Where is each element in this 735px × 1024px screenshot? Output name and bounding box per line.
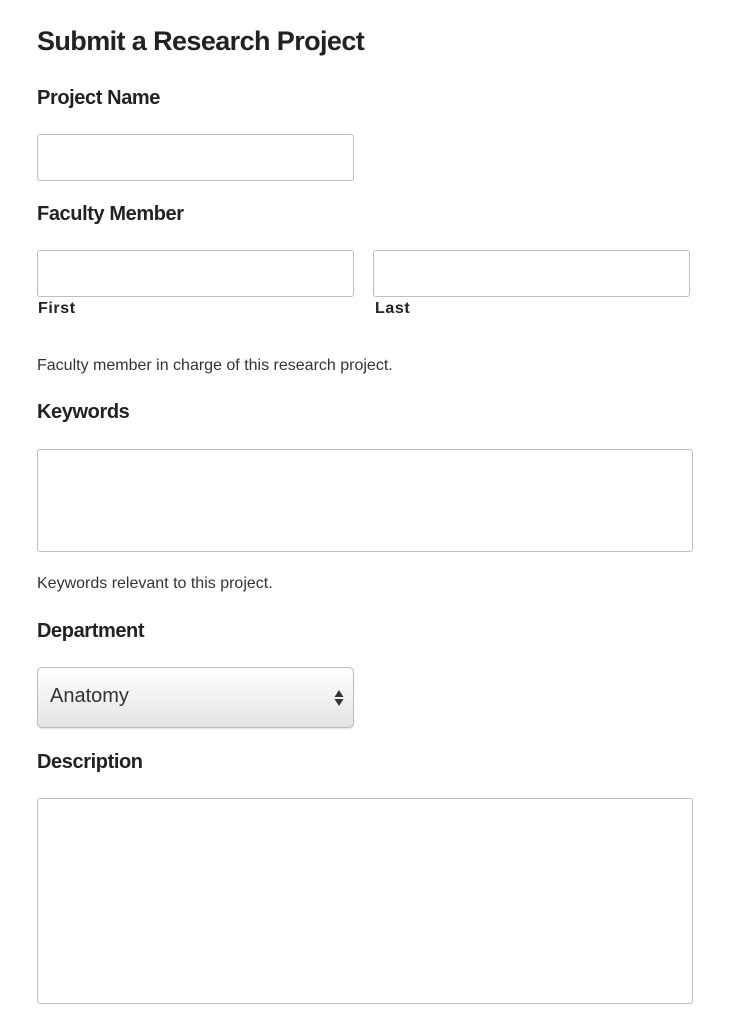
page-title: Submit a Research Project (37, 26, 365, 56)
department-selected-value: Anatomy (50, 685, 129, 707)
department-label: Department (37, 620, 145, 642)
last-name-sublabel: Last (375, 300, 411, 317)
faculty-first-name-input[interactable] (37, 250, 354, 297)
faculty-member-label: Faculty Member (37, 203, 184, 225)
project-name-label: Project Name (37, 87, 161, 109)
description-textarea[interactable] (37, 798, 693, 1004)
department-select[interactable] (37, 667, 354, 728)
keywords-label: Keywords (37, 401, 130, 423)
faculty-last-name-input[interactable] (373, 250, 690, 297)
keywords-help-text: Keywords relevant to this project. (37, 575, 273, 592)
first-name-sublabel: First (38, 300, 76, 317)
keywords-textarea[interactable] (37, 449, 693, 552)
project-name-input[interactable] (37, 134, 354, 181)
updown-arrows-icon (334, 687, 344, 709)
faculty-member-help-text: Faculty member in charge of this research project. (37, 357, 393, 374)
description-label: Description (37, 751, 143, 773)
